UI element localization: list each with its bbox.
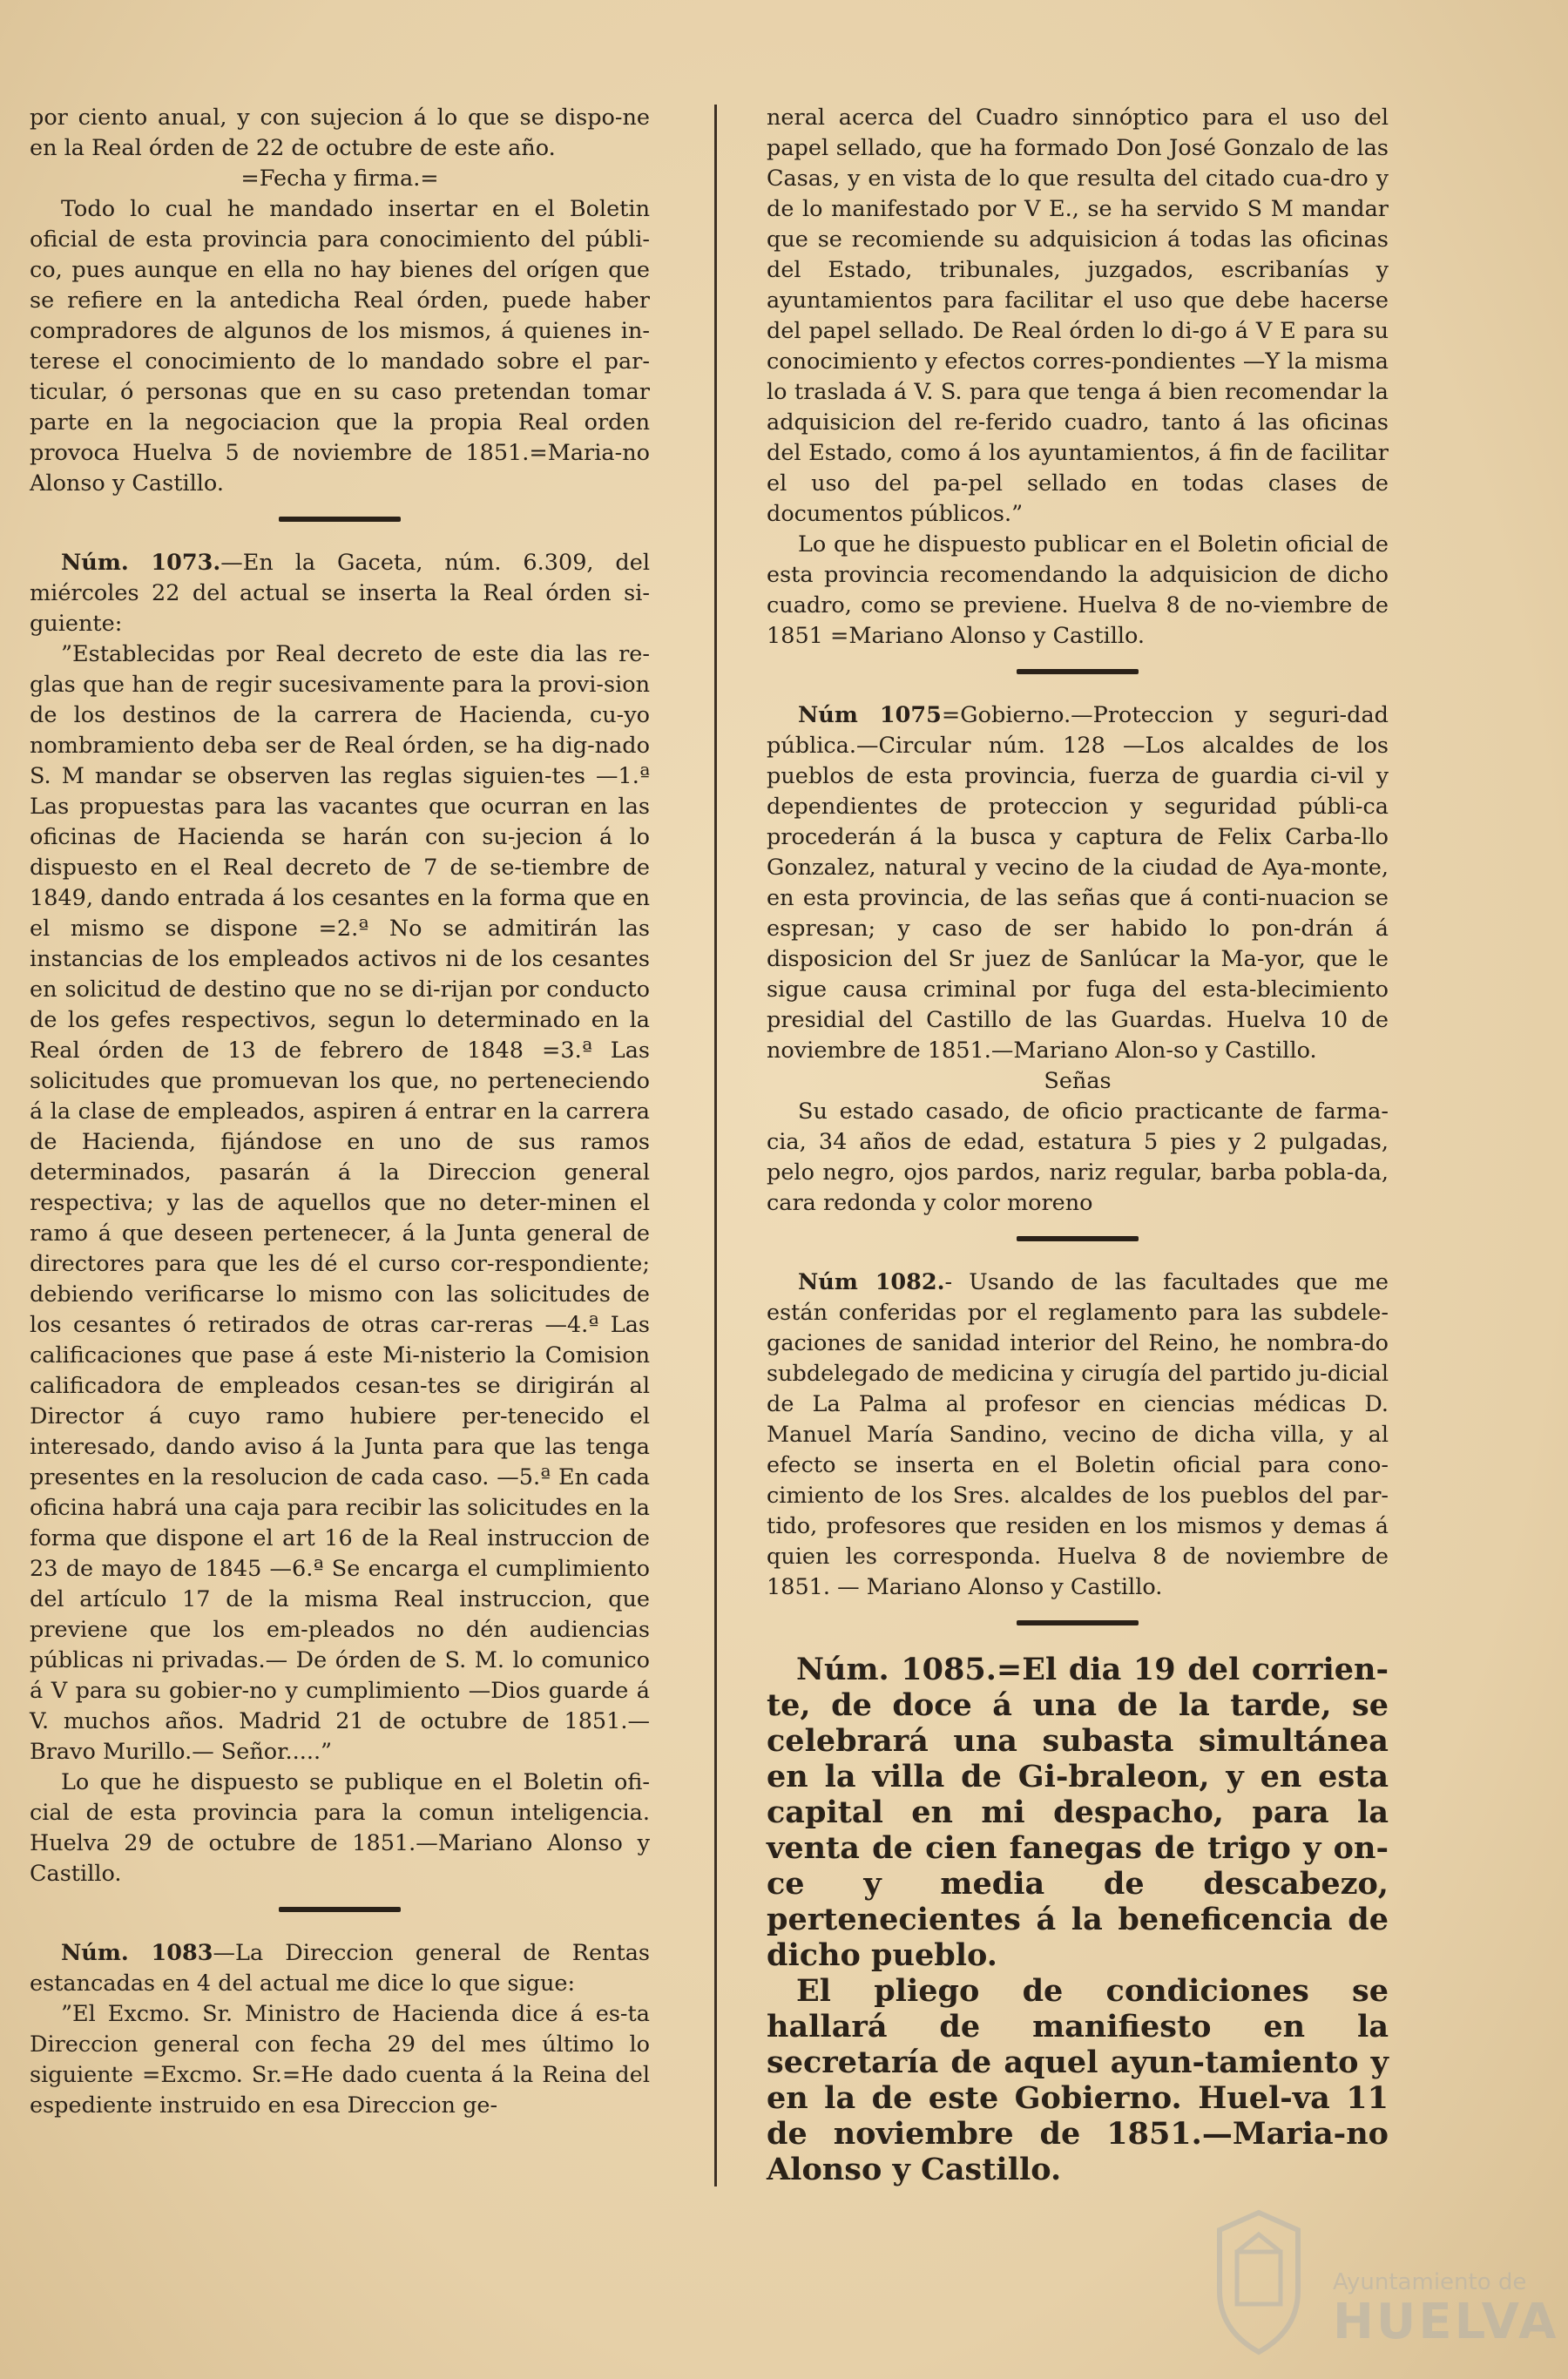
notice-1085-block (767, 1652, 1389, 2187)
paragraph: Lo que he dispuesto se publique en el Boletin ofi-cial de esta provincia para la comun inteligencia. Huelva 29 de octubre de 1851.—Mariano Alonso y Castillo. (30, 1769, 650, 1887)
notice-1083 (30, 1938, 650, 1999)
paragraph: Lo que he dispuesto publicar en el Boletin oficial de esta provincia recomendando la adquisicion de dicho cuadro, como se previene. Huelva 8 de no-viembre de 1851 =Mariano Alonso y Castillo. (767, 531, 1389, 649)
paragraph: por ciento anual, y con sujecion á lo que se dispo-ne en la Real órden de 22 de octubre de este año. (30, 105, 650, 161)
paragraph: Todo lo cual he mandado insertar en el Boletin oficial de esta provincia para conocimiento del públi-co, pues aunque en ella no hay bienes del orígen que se refiere en la antedicha Real órden, puede haber compradores de algunos de los mismos, á quienes in-terese el conocimiento de lo mandado sobre el par-ticular, ó personas que en su caso pretendan tomar parte en la negociacion que la propia Real orden provoca Huelva 5 de noviembre de 1851.=Maria-no Alonso y Castillo. (30, 196, 650, 497)
right-column (767, 103, 1389, 2187)
column-divider (714, 105, 717, 2186)
watermark-text: Ayuntamiento de (1333, 2269, 1527, 2295)
notice-number: Núm 1082. (798, 1269, 945, 1295)
notice-number: Núm. 1073. (61, 550, 221, 576)
notice-number: Núm 1075 (798, 702, 942, 728)
paragraph: ”El Excmo. Sr. Ministro de Hacienda dice á es-ta Direccion general con fecha 29 del mes último lo siguiente =Excmo. Sr.=He dado cuenta á la Reina del espediente instruido en esa Direccion ge- (30, 2001, 650, 2119)
signature-line: =Fecha y firma.= (240, 166, 439, 192)
section-separator (279, 1907, 401, 1912)
paragraph: El pliego de condiciones se hallará de manifiesto en la secretaría de aquel ayun-tamiento y en la de este Gobierno. Huel-va 11 de noviembre de 1851.—Maria-no Alonso y Castillo. (767, 1973, 1389, 2187)
notice-number: Núm. 1085. (796, 1652, 997, 1687)
paragraph: neral acerca del Cuadro sinnóptico para el uso del papel sellado, que ha formado Don José Gonzalo de las Casas, y en vista de lo que resulta del citado cua-dro y de lo manifestado por V E., se ha servido S M mandar que se recomiende su adquisicion á todas las oficinas del Estado, tribunales, juzgados, escribanías y ayuntamientos para facilitar el uso que debe hacerse del papel sellado. De Real órden lo di-go á V E para su conocimiento y efectos corres-pondientes —Y la misma lo traslada á V. S. para que tenga á bien recomendar la adquisicion del re-ferido cuadro, tanto á las oficinas del Estado, como á los ayuntamientos, á fin de facilitar el uso del pa-pel sellado en todas clases de documentos públicos.” (767, 105, 1389, 527)
notice-text: =Gobierno.—Proteccion y seguri-dad pública.—Circular núm. 128 —Los alcaldes de los pueblos de esta provincia, fuerza de guardia ci-vil y dependientes de proteccion y seguridad públi-ca procederán á la busca y captura de Felix Carba-llo Gonzalez, natural y vecino de la ciudad de Aya-monte, en esta provincia, de las señas que á conti-nuacion se espresan; y caso de ser habido lo pon-drán á disposicion del Sr juez de Sanlúcar la Ma-yor, que le sigue causa criminal por fuga del esta-blecimiento presidial del Castillo de las Guardas. Huelva 10 de noviembre de 1851.—Mariano Alon-so y Castillo. (767, 702, 1389, 1064)
section-separator (1017, 669, 1139, 674)
notice-1073 (30, 548, 650, 639)
section-separator (1017, 1620, 1139, 1625)
section-separator (1017, 1236, 1139, 1241)
left-column (30, 103, 650, 2121)
coat-of-arms-icon (1202, 2208, 1315, 2356)
notice-text: —En la Gaceta, núm. 6.309, del miércoles 22 del actual se inserta la Real órden si-guiente: (30, 550, 650, 637)
notice-1075 (767, 700, 1389, 1066)
notice-text: —La Direccion general de Rentas estancadas en 4 del actual me dice lo que sigue: (30, 1940, 650, 1997)
paragraph: Su estado casado, de oficio practicante de farma-cia, 34 años de edad, estatura 5 pies y 2 pulgadas, pelo negro, ojos pardos, nariz regular, barba pobla-da, cara redonda y color moreno (767, 1098, 1389, 1216)
paragraph: ”Establecidas por Real decreto de este dia las re-glas que han de regir sucesivamente para la provi-sion de los destinos de la carrera de Hacienda, cu-yo nombramiento deba ser de Real órden, se ha dig-nado S. M mandar se observen las reglas siguien-tes —1.ª Las propuestas para las vacantes que ocurran en las oficinas de Hacienda se harán con su-jecion á lo dispuesto en el Real decreto de 7 de se-tiembre de 1849, dando entrada á los cesantes en la forma que en el mismo se dispone =2.ª No se admitirán las instancias de los empleados activos ni de los cesantes en solicitud de destino que no se di-rijan por conducto de los gefes respectivos, segun lo determinado en la Real órden de 13 de febrero de 1848 =3.ª Las solicitudes que promuevan los que, no perteneciendo á la clase de empleados, aspiren á entrar en la carrera de Hacienda, fijándose en uno de sus ramos determinados, pasarán á la Direccion general respectiva; y las de aquellos que no deter-minen el ramo á que deseen pertenecer, á la Junta general de directores para que les dé el curso cor-respondiente; debiendo verificarse lo mismo con las solicitudes de los cesantes ó retirados de otras car-reras —4.ª Las calificaciones que pase á este Mi-nisterio la Comision calificadora de empleados cesan-tes se dirigirán al Director á cuyo ramo hubiere per-tenecido el interesado, dando aviso á la Junta para que las tenga presentes en la resolucion de cada caso. —5.ª En cada oficina habrá una caja para recibir las solicitudes en la forma que dispone el art 16 de la Real instruccion de 23 de mayo de 1845 —6.ª Se encarga el cumplimiento del artículo 17 de la misma Real instruccion, que previene que los em-pleados no dén audiencias públicas ni privadas.— De órden de S. M. lo comunico á V para su gobier-no y cumplimiento —Dios guarde á V. muchos años. Madrid 21 de octubre de 1851.—Bravo Murillo.— Señor.....” (30, 641, 650, 1765)
notice-number: Núm. 1083 (61, 1940, 213, 1966)
notice-1085 (767, 1652, 1389, 1973)
notice-1082 (767, 1267, 1389, 1603)
watermark-title: HUELVA (1333, 2294, 1559, 2350)
watermark-logo (1202, 2208, 1559, 2356)
section-separator (279, 517, 401, 522)
senas-heading: Señas (1044, 1068, 1112, 1094)
notice-text: =El dia 19 del corrien-te, de doce á una de la tarde, se celebrará una subasta simultánea en la villa de Gi-braleon, y en esta capital en mi despacho, para la venta de cien fanegas de trigo y on-ce y media de descabezo, pertenecientes á la beneficencia de dicho pueblo. (767, 1652, 1389, 1973)
notice-text: - Usando de las facultades que me están conferidas por el reglamento para las subdele-gaciones de sanidad interior del Reino, he nombra-do subdelegado de medicina y cirugía del partido ju-dicial de La Palma al profesor en ciencias médicas D. Manuel María Sandino, vecino de dicha villa, y al efecto se inserta en el Boletin oficial para cono-cimiento de los Sres. alcaldes de los pueblos del par-tido, profesores que residen en los mismos y demas á quien les corresponda. Huelva 8 de noviembre de 1851. — Mariano Alonso y Castillo. (767, 1269, 1389, 1600)
